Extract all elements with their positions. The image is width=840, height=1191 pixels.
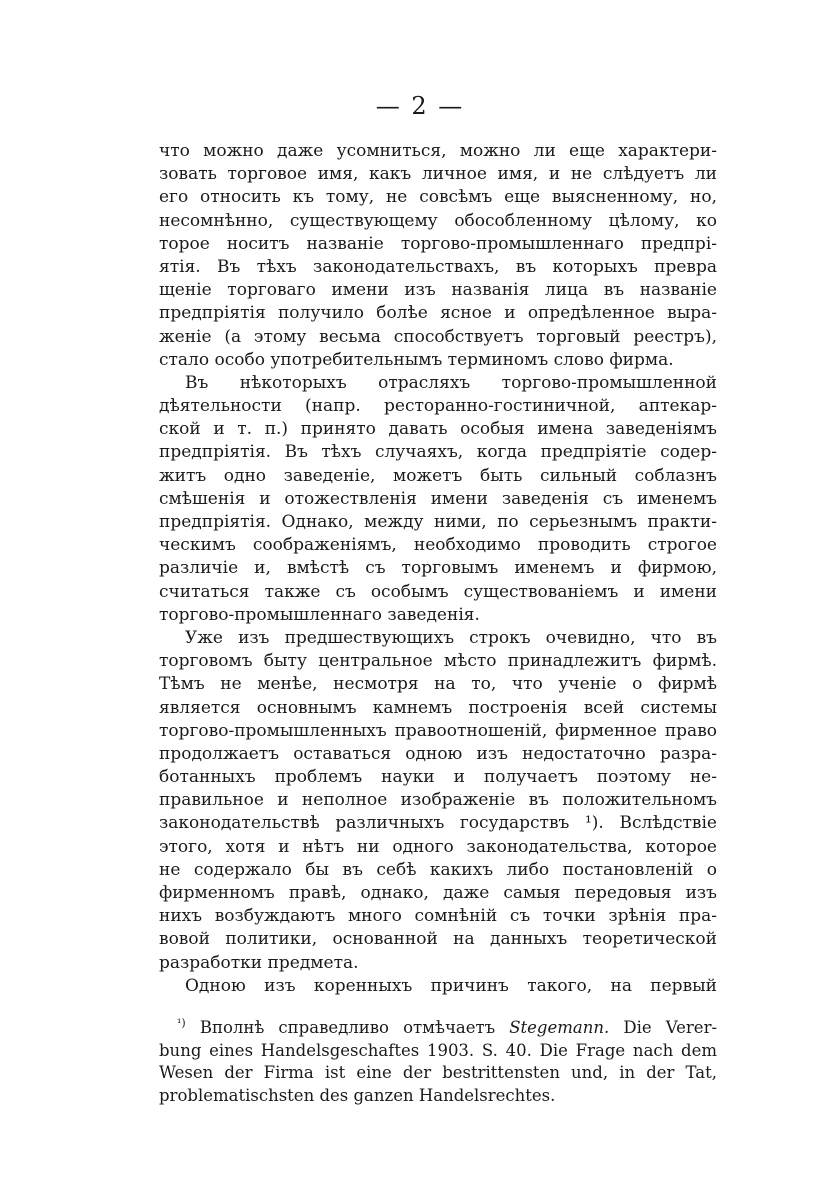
text-line: продолжаетъ оставаться одною изъ недостаточно разра- <box>159 743 717 764</box>
text-line: ской и т. п.) принято давать особыя имена заведеніямъ <box>159 419 717 440</box>
text-line: ботанныхъ проблемъ науки и получаетъ поэтому не- <box>159 767 717 788</box>
text-line: дѣятельности (напр. ресторанно-гостиничной, аптекар- <box>159 396 717 417</box>
text-line: Въ нѣкоторыхъ отрасляхъ торгово-промышленной <box>185 372 717 393</box>
text-line: предпріятія получило болѣе ясное и опредѣленное выра- <box>159 303 717 324</box>
text-line: законодательствѣ различныхъ государствъ ¹). Вслѣдствіе <box>159 813 717 834</box>
footnote-author: Stegemann. <box>509 1018 610 1037</box>
text-line: стало особо употребительнымъ терминомъ слово фирма. <box>159 349 674 370</box>
footnote-line-rest: Die Verer- <box>623 1018 718 1037</box>
text-line: торгово-промышленнаго заведенія. <box>159 604 480 625</box>
text-line: Уже изъ предшествующихъ строкъ очевидно, что въ <box>185 627 717 648</box>
text-line: торое носитъ названіе торгово-промышленнаго предпрі- <box>159 233 717 254</box>
text-line: Одною изъ коренныхъ причинъ такого, на первый <box>185 975 717 996</box>
footnote-line: Wesen der Firma ist eine der bestrittensten und, in der Tat, <box>159 1063 717 1082</box>
text-line: житъ одно заведеніе, можетъ быть сильный соблазнъ <box>159 465 717 486</box>
text-line: не содержало бы въ себѣ какихъ либо постановленій о <box>159 859 717 880</box>
footnote <box>159 1017 717 1107</box>
text-line: ческимъ соображеніямъ, необходимо проводить строгое <box>159 535 717 556</box>
text-line: различіе и, вмѣстѣ съ торговымъ именемъ и фирмою, <box>159 558 717 579</box>
footnote-line <box>159 1017 717 1040</box>
footnote-line: bung eines Handelsgeschaftes 1903. S. 40. Die Frage nach dem <box>159 1040 717 1060</box>
footnote-line: problematischsten des ganzen Handelsrechtes. <box>159 1085 556 1105</box>
page-number: — 2 — <box>375 92 465 120</box>
text-line: что можно даже усомниться, можно ли еще характери- <box>159 141 717 161</box>
footnote-intro: Вполнѣ справедливо отмѣчаетъ <box>199 1018 496 1037</box>
text-line: смѣшенія и отожествленія имени заведенія съ именемъ <box>159 488 717 509</box>
text-line: является основнымъ камнемъ построенія всей системы <box>159 697 717 718</box>
text-line: вовой политики, основанной на данныхъ теоретической <box>159 929 717 950</box>
text-line: его относить къ тому, не совсѣмъ еще выясненному, но, <box>159 187 717 208</box>
text-line: ятія. Въ тѣхъ законодательствахъ, въ которыхъ превра <box>159 256 717 277</box>
text-line: несомнѣнно, существующему обособленному цѣлому, ко <box>159 210 717 231</box>
text-line: женіе (а этому весьма способствуетъ торговый реестръ), <box>159 326 717 347</box>
text-line: предпріятія. Въ тѣхъ случаяхъ, когда предпріятіе содер- <box>159 442 717 463</box>
text-line: правильное и неполное изображеніе въ положительномъ <box>159 790 717 811</box>
text-line: предпріятія. Однако, между ними, по серьезнымъ практи- <box>159 512 717 532</box>
text-line: торговомъ быту центральное мѣсто принадлежитъ фирмѣ. <box>159 651 717 672</box>
text-line: торгово-промышленныхъ правоотношеній, фирменное право <box>159 720 717 741</box>
text-line: считаться также съ особымъ существованіемъ и имени <box>159 581 717 602</box>
text-line: Тѣмъ не менѣе, несмотря на то, что ученіе о фирмѣ <box>159 674 717 695</box>
text-line: фирменномъ правѣ, однако, даже самыя передовыя изъ <box>159 883 717 903</box>
footnote-mark: ¹) <box>177 1016 186 1030</box>
body-text <box>159 140 717 998</box>
text-line: нихъ возбуждаютъ много сомнѣній съ точки зрѣнія пра- <box>159 906 717 927</box>
text-line: зовать торговое имя, какъ личное имя, и не слѣдуетъ ли <box>159 164 717 185</box>
text-line: щеніе торговаго имени изъ названія лица въ названіе <box>159 280 717 301</box>
text-line: этого, хотя и нѣтъ ни одного законодательства, которое <box>159 836 717 857</box>
text-line: разработки предмета. <box>159 952 359 973</box>
